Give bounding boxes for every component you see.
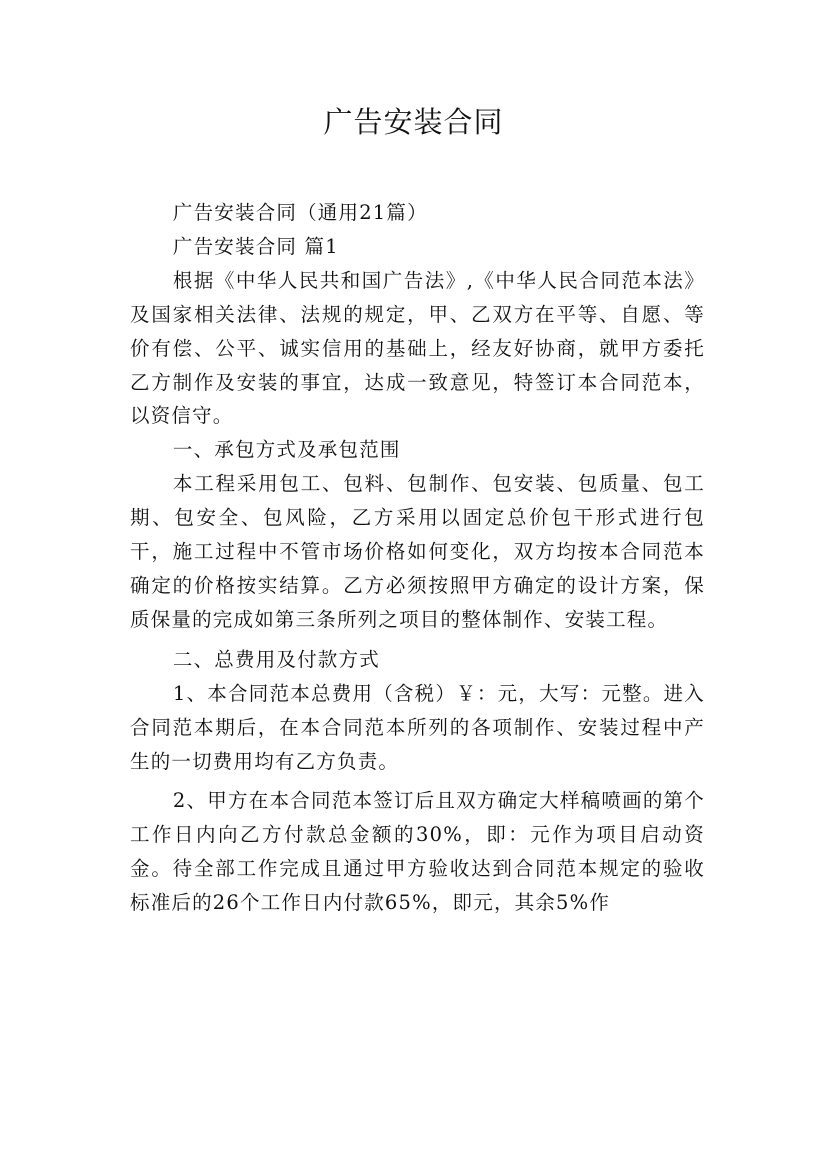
section-heading: 广告安装合同 篇1: [172, 234, 339, 258]
paragraph: 根据《中华人民共和国广告法》,《中华人民合同范本法》及国家相关法律、法规的规定，甲、乙双方在平等、自愿、等价有偿、公平、诚实信用的基础上，经友好协商，就甲方委托乙方制作及安装的事宜，达成一致意见，特签订本合同范本，以资信守。: [130, 268, 705, 428]
document-title: 广告安装合同: [323, 105, 504, 139]
document-body: [130, 196, 705, 920]
document-subtitle: 广告安装合同（通用21篇）: [172, 201, 428, 224]
paragraph: 2、甲方在本合同范本签订后且双方确定大样稿喷画的第个工作日内向乙方付款总金额的30%，即：元作为项目启动资金。待全部工作完成且通过甲方验收达到合同范本规定的验收标准后的26个工作日内付款65%，即元，其余5%作: [130, 789, 705, 915]
section-heading: 一、承包方式及承包范围: [172, 438, 401, 462]
paragraph: 本工程采用包工、包料、包制作、包安装、包质量、包工期、包安全、包风险，乙方采用以固定总价包干形式进行包干，施工过程中不管市场价格如何变化，双方均按本合同范本确定的价格按实结算。乙方必须按照甲方确定的设计方案，保质保量的完成如第三条所列之项目的整体制作、安装工程。: [130, 472, 705, 631]
section-heading: 二、总费用及付款方式: [172, 647, 380, 671]
paragraph: 1、本合同范本总费用（含税）￥：元，大写：元整。进入合同范本期后，在本合同范本所列的各项制作、安装过程中产生的一切费用均有乙方负责。: [130, 681, 705, 773]
